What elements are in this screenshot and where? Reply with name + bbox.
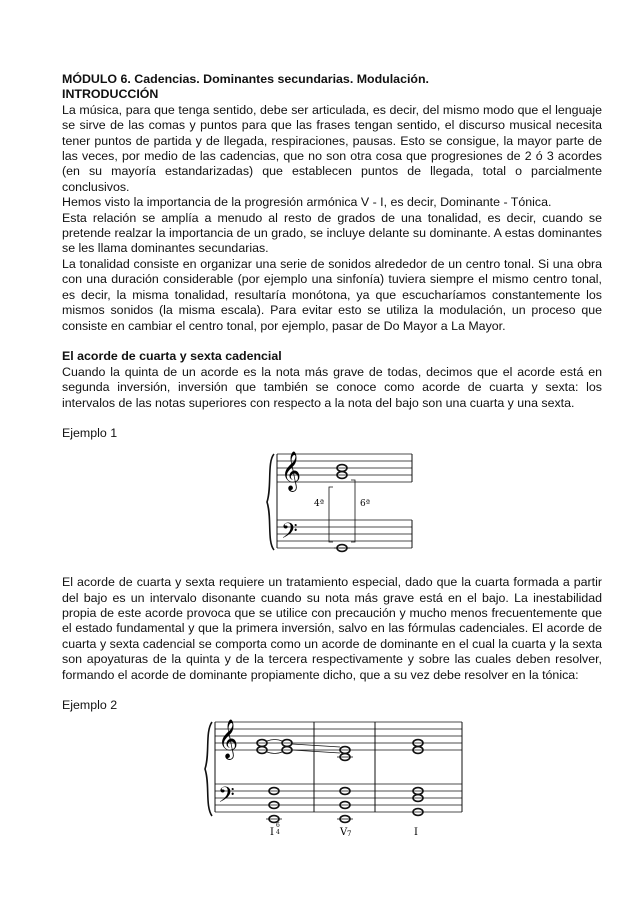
document-title: MÓDULO 6. Cadencias. Dominantes secundarias. Modulación.: [62, 72, 429, 86]
intro-paragraph: La música, para que tenga sentido, debe ser articulada, es decir, del mismo modo que el lenguaje se sirve de las comas y puntos para que las frases tengan sentido, el discurso musical necesita tener puntos de partida y de llegada, respiraciones, pausas. Esto se consigue, la mayor parte de las veces, por medio de las cadencias, que no son otra cosa que progresiones de 2 ó 3 acordes (en su mayoría estandarizadas) que establecen puntos de llegada, total o parcialmente conclusivos.: [62, 102, 602, 194]
treble-clef-icon: 𝄞: [218, 718, 239, 759]
bass-clef-icon: 𝄢: [218, 782, 235, 813]
example-2-label: Ejemplo 2: [62, 698, 118, 713]
chord-figure-7: 7: [347, 829, 352, 838]
bass-staff: [215, 784, 462, 812]
bass-clef-icon: 𝄢: [281, 518, 298, 549]
chord-figure-6: 6: [276, 821, 280, 829]
brace-icon: [205, 722, 212, 816]
intro-heading: INTRODUCCIÓN: [62, 87, 159, 102]
tie: [267, 752, 282, 754]
chord-figure-4: 4: [276, 828, 280, 836]
example-1-score: [62, 442, 602, 560]
intro-paragraph: Hemos visto la importancia de la progresión armónica V - I, es decir, Dominante - Tónica.: [62, 195, 552, 210]
tie: [267, 739, 282, 741]
brace-icon: [267, 454, 274, 550]
section-heading: El acorde de cuarta y sexta cadencial: [62, 349, 282, 364]
example-2-staff-svg: [62, 714, 602, 840]
section-paragraph: El acorde de cuarta y sexta requiere un tratamiento especial, dado que la cuarta formada a partir del bajo es un intervalo disonante cuando su nota más grave está en el bajo. La inestabilidad propia de este acorde provoca que se utilice con precaución y mucho menos frecuentemente que el estado fundamental y que la primera inversión, salvo en las fórmulas cadenciales. El acorde de cuarta y sexta cadencial se comporta como un acorde de dominante en el cual la cuarta y la sexta son apoyaturas de la quinta y de la tercera respectivamente y sobre las cuales deben resolver, formando el acorde de dominante propiamente dicho, que a su vez debe resolver en la tónica:: [62, 575, 602, 682]
chord-label: I: [414, 826, 418, 838]
interval-bracket: [351, 480, 355, 542]
section-paragraph: Cuando la quinta de un acorde es la nota más grave de todas, decimos que el acorde está en segunda inversión, inversión que también se conoce como acorde de cuarta y sexta: los intervalos de las notas superiores con respecto a la nota del bajo son una cuarta y una sexta.: [62, 364, 602, 410]
example-2-score: [62, 714, 602, 840]
intro-paragraph: La tonalidad consiste en organizar una serie de sonidos alrededor de un centro tonal. Si una obra con una duración considerable (por ejemplo una sinfonía) tuviera siempre el mismo centro tonal, es decir, la misma tonalidad, resultaría monótona, ya que escucharíamos constantemente los mismos sonidos (la misma escala). Para evitar esto se utiliza la modulación, un proceso que consiste en cambiar el centro tonal, por ejemplo, pasar de Do Mayor a La Mayor.: [62, 256, 602, 333]
interval-label-fourth: 4ª: [314, 498, 325, 509]
chord-label: V: [340, 826, 348, 838]
treble-staff: [215, 722, 462, 750]
chord-label: I: [270, 826, 274, 838]
example-1-staff-svg: [62, 442, 602, 560]
interval-label-sixth: 6ª: [360, 498, 371, 509]
intro-paragraph: Esta relación se amplía a menudo al resto de grados de una tonalidad, es decir, cuando se pretende realzar la importancia de un grado, se incluye delante su dominante. A estas dominantes se les llama dominantes secundarias.: [62, 210, 602, 256]
treble-clef-icon: 𝄞: [281, 450, 302, 491]
document-page: [62, 72, 602, 840]
example-1-label: Ejemplo 1: [62, 426, 118, 441]
